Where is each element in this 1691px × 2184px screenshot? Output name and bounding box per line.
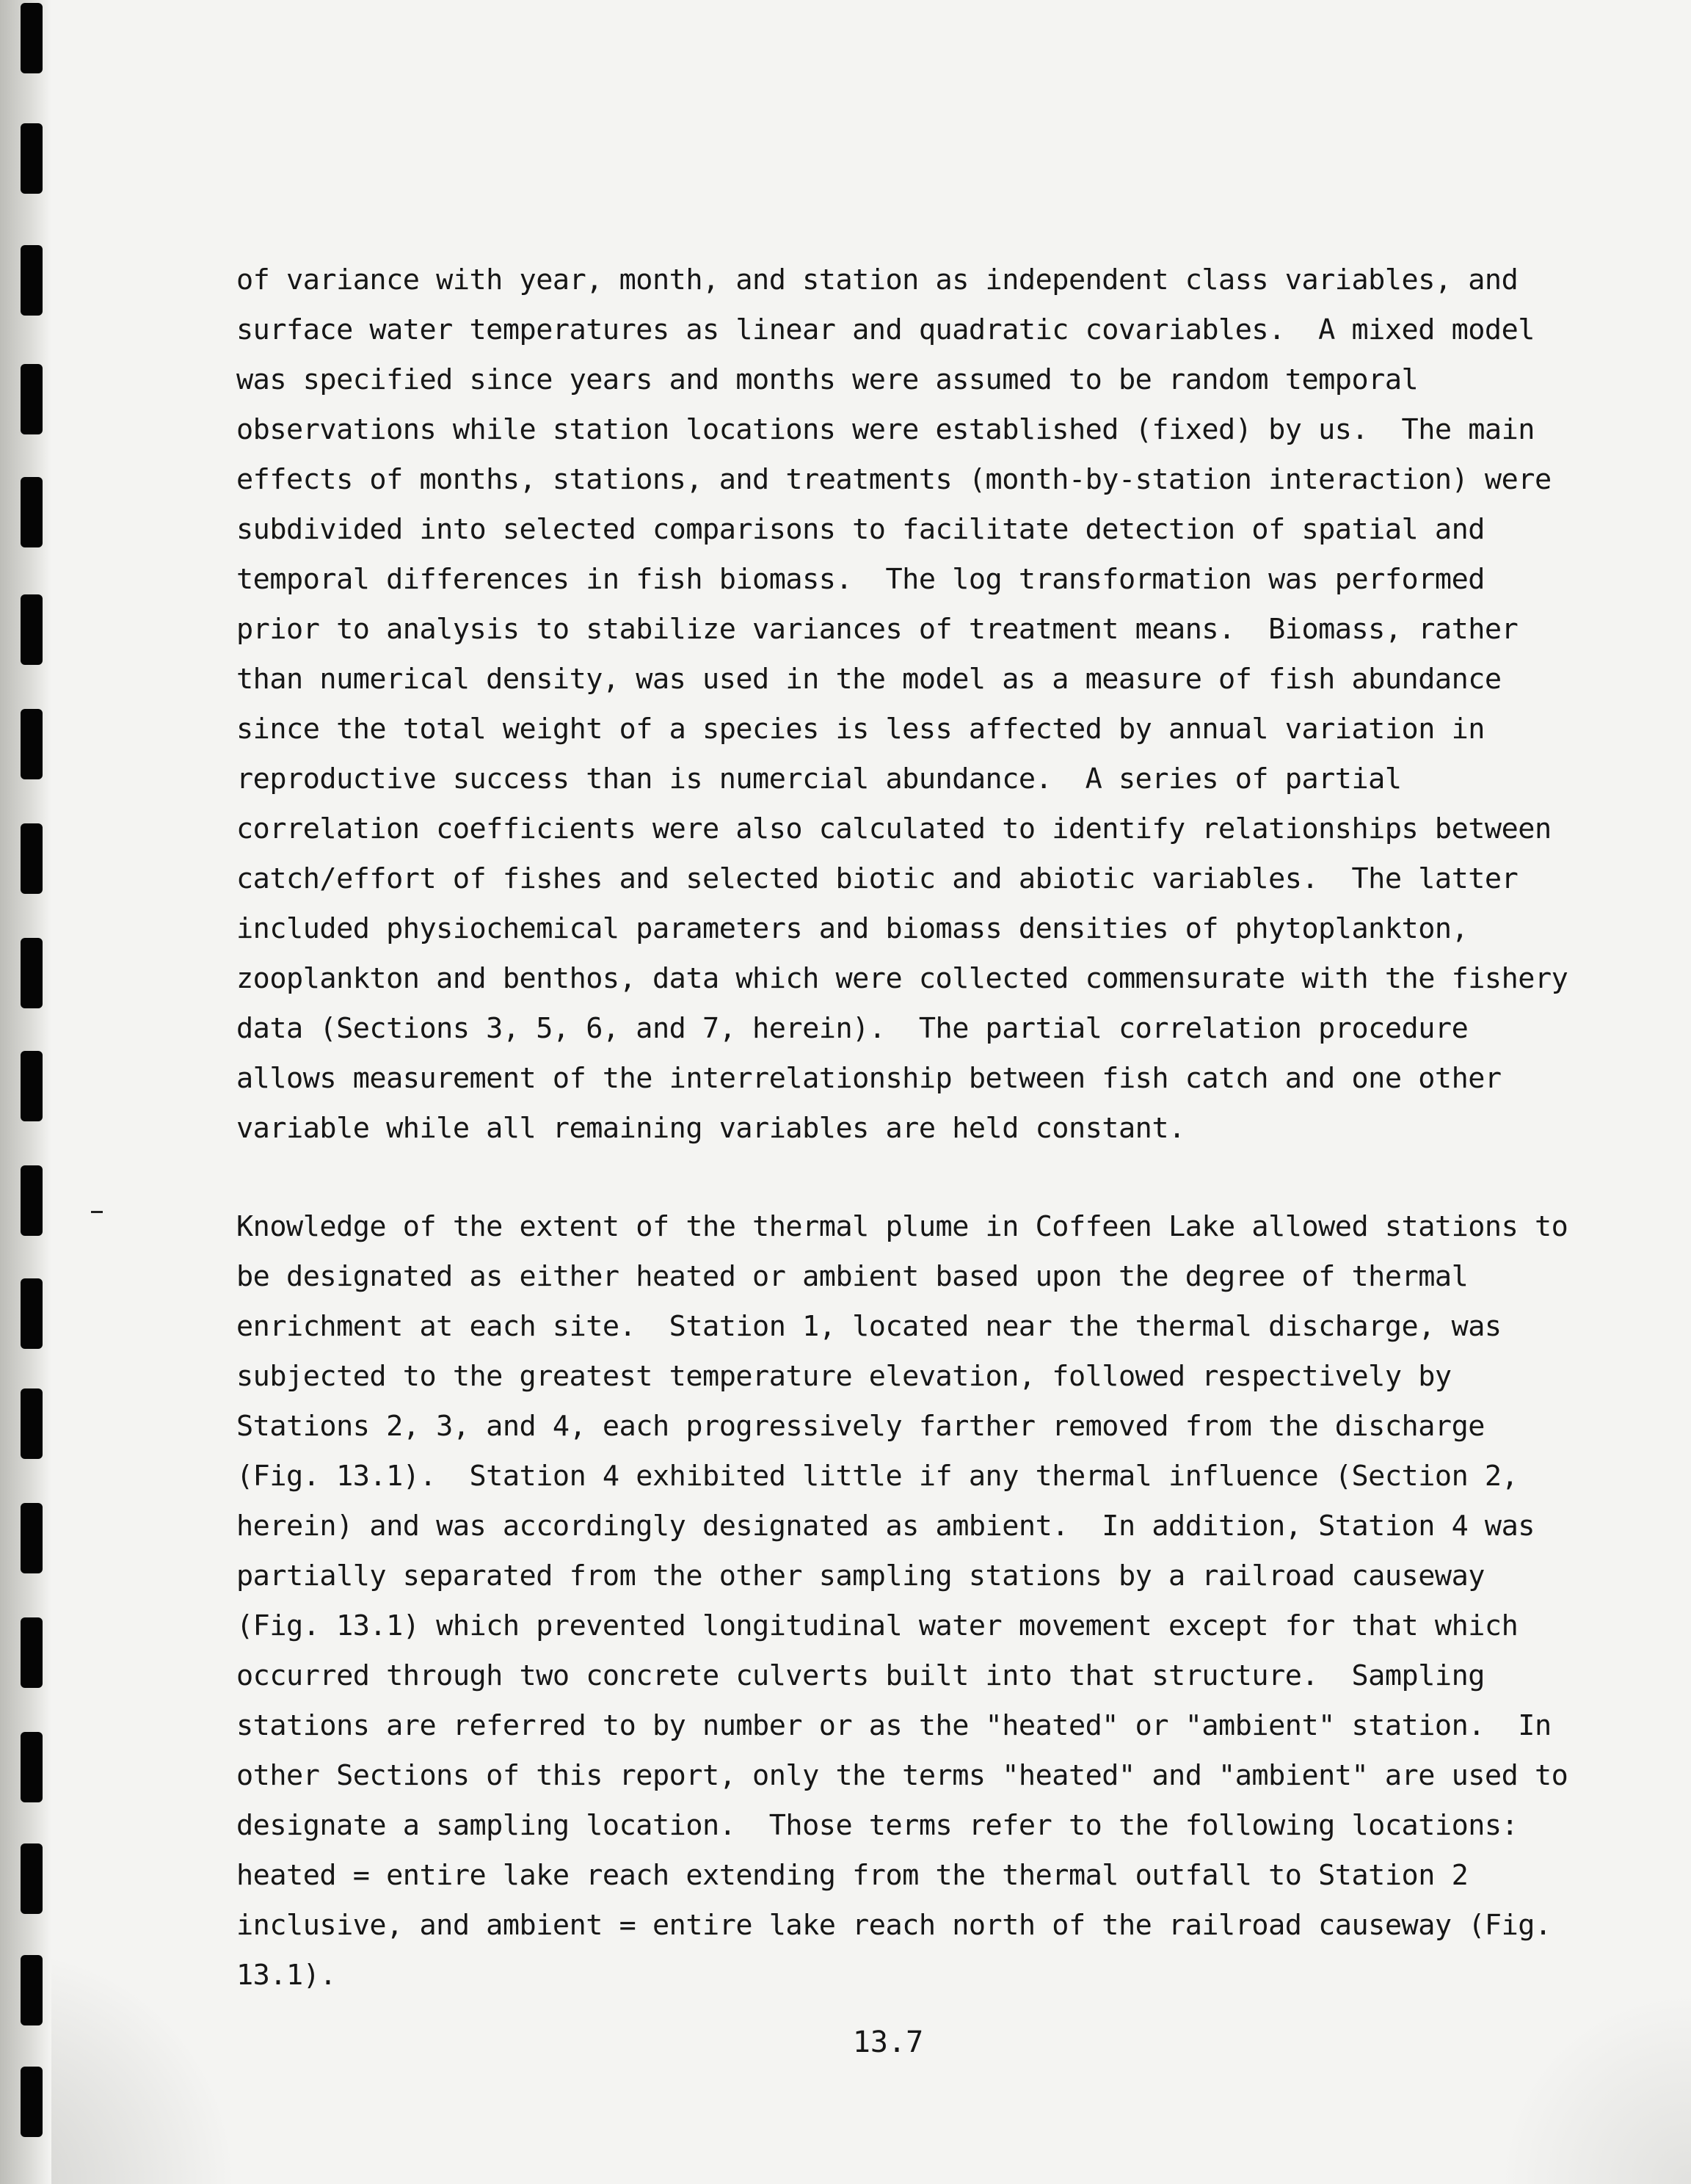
text-line: catch/effort of fishes and selected biotic and abiotic variables. The latter — [236, 862, 1519, 895]
binding-hole — [21, 938, 43, 1008]
text-line: variable while all remaining variables are held constant. — [236, 1112, 1185, 1145]
text-line: designate a sampling location. Those terms refer to the following locations: — [236, 1809, 1519, 1842]
text-line: (Fig. 13.1) which prevented longitudinal water movement except for that which — [236, 1609, 1519, 1642]
text-line: was specified since years and months were assumed to be random temporal — [236, 363, 1419, 396]
binding-hole — [21, 364, 43, 434]
text-line: included physiochemical parameters and biomass densities of phytoplankton, — [236, 912, 1469, 945]
text-line: 13.1). — [236, 1959, 337, 1992]
text-line: observations while station locations were established (fixed) by us. The main — [236, 413, 1535, 446]
text-line: Knowledge of the extent of the thermal plume in Coffeen Lake allowed stations to — [236, 1210, 1568, 1243]
binding-hole — [21, 1051, 43, 1121]
text-line: other Sections of this report, only the terms "heated" and "ambient" are used to — [236, 1759, 1568, 1792]
page-number: 13.7 — [852, 2025, 924, 2059]
text-line: heated = entire lake reach extending from the thermal outfall to Station 2 — [236, 1859, 1469, 1892]
text-line: partially separated from the other sampling stations by a railroad causeway — [236, 1559, 1485, 1592]
text-line: subdivided into selected comparisons to facilitate detection of spatial and — [236, 513, 1485, 546]
text-line: correlation coefficients were also calculated to identify relationships between — [236, 812, 1552, 845]
binding-hole — [21, 1617, 43, 1688]
paragraph — [236, 1202, 1601, 2001]
binding-hole — [21, 1843, 43, 1914]
binding-hole — [21, 1388, 43, 1459]
paragraph — [236, 255, 1601, 1154]
binding-hole — [21, 594, 43, 665]
text-line: prior to analysis to stabilize variances of treatment means. Biomass, rather — [236, 613, 1519, 646]
text-line: of variance with year, month, and station as independent class variables, and — [236, 263, 1519, 296]
text-line: subjected to the greatest temperature elevation, followed respectively by — [236, 1360, 1452, 1393]
paragraph-gap — [236, 1154, 1601, 1202]
stray-mark — [91, 1211, 103, 1213]
text-line: enrichment at each site. Station 1, located near the thermal discharge, was — [236, 1310, 1502, 1343]
binding-hole — [21, 1732, 43, 1802]
text-line: effects of months, stations, and treatments (month-by-station interaction) were — [236, 463, 1552, 496]
binding-hole — [21, 823, 43, 894]
text-line: zooplankton and benthos, data which were collected commensurate with the fishery — [236, 962, 1568, 995]
text-line: data (Sections 3, 5, 6, and 7, herein). The partial correlation procedure — [236, 1012, 1469, 1045]
binding-hole — [21, 2067, 43, 2137]
text-line: be designated as either heated or ambient based upon the degree of thermal — [236, 1260, 1469, 1293]
text-line: (Fig. 13.1). Station 4 exhibited little if any thermal influence (Section 2, — [236, 1460, 1519, 1493]
binding-hole — [21, 1278, 43, 1349]
body-text — [236, 255, 1601, 2001]
text-line: Stations 2, 3, and 4, each progressively farther removed from the discharge — [236, 1410, 1485, 1443]
text-line: reproductive success than is numercial abundance. A series of partial — [236, 762, 1402, 796]
text-line: temporal differences in fish biomass. The log transformation was performed — [236, 563, 1485, 596]
binding-hole — [21, 1955, 43, 2025]
text-line: herein) and was accordingly designated as ambient. In addition, Station 4 was — [236, 1510, 1535, 1543]
binding-hole — [21, 477, 43, 547]
text-line: since the total weight of a species is less affected by annual variation in — [236, 713, 1485, 746]
binding-hole — [21, 1503, 43, 1573]
binding-hole — [21, 123, 43, 194]
binding-hole — [21, 709, 43, 779]
text-line: occurred through two concrete culverts built into that structure. Sampling — [236, 1659, 1485, 1692]
text-line: inclusive, and ambient = entire lake reach north of the railroad causeway (Fig. — [236, 1909, 1552, 1942]
binding-hole — [21, 245, 43, 316]
binding-strip — [0, 0, 51, 2184]
binding-hole — [21, 1165, 43, 1236]
text-line: surface water temperatures as linear and quadratic covariables. A mixed model — [236, 313, 1535, 346]
binding-hole — [21, 3, 43, 73]
text-line: stations are referred to by number or as the "heated" or "ambient" station. In — [236, 1709, 1552, 1742]
text-line: than numerical density, was used in the model as a measure of fish abundance — [236, 663, 1502, 696]
text-line: allows measurement of the interrelationship between fish catch and one other — [236, 1062, 1502, 1095]
